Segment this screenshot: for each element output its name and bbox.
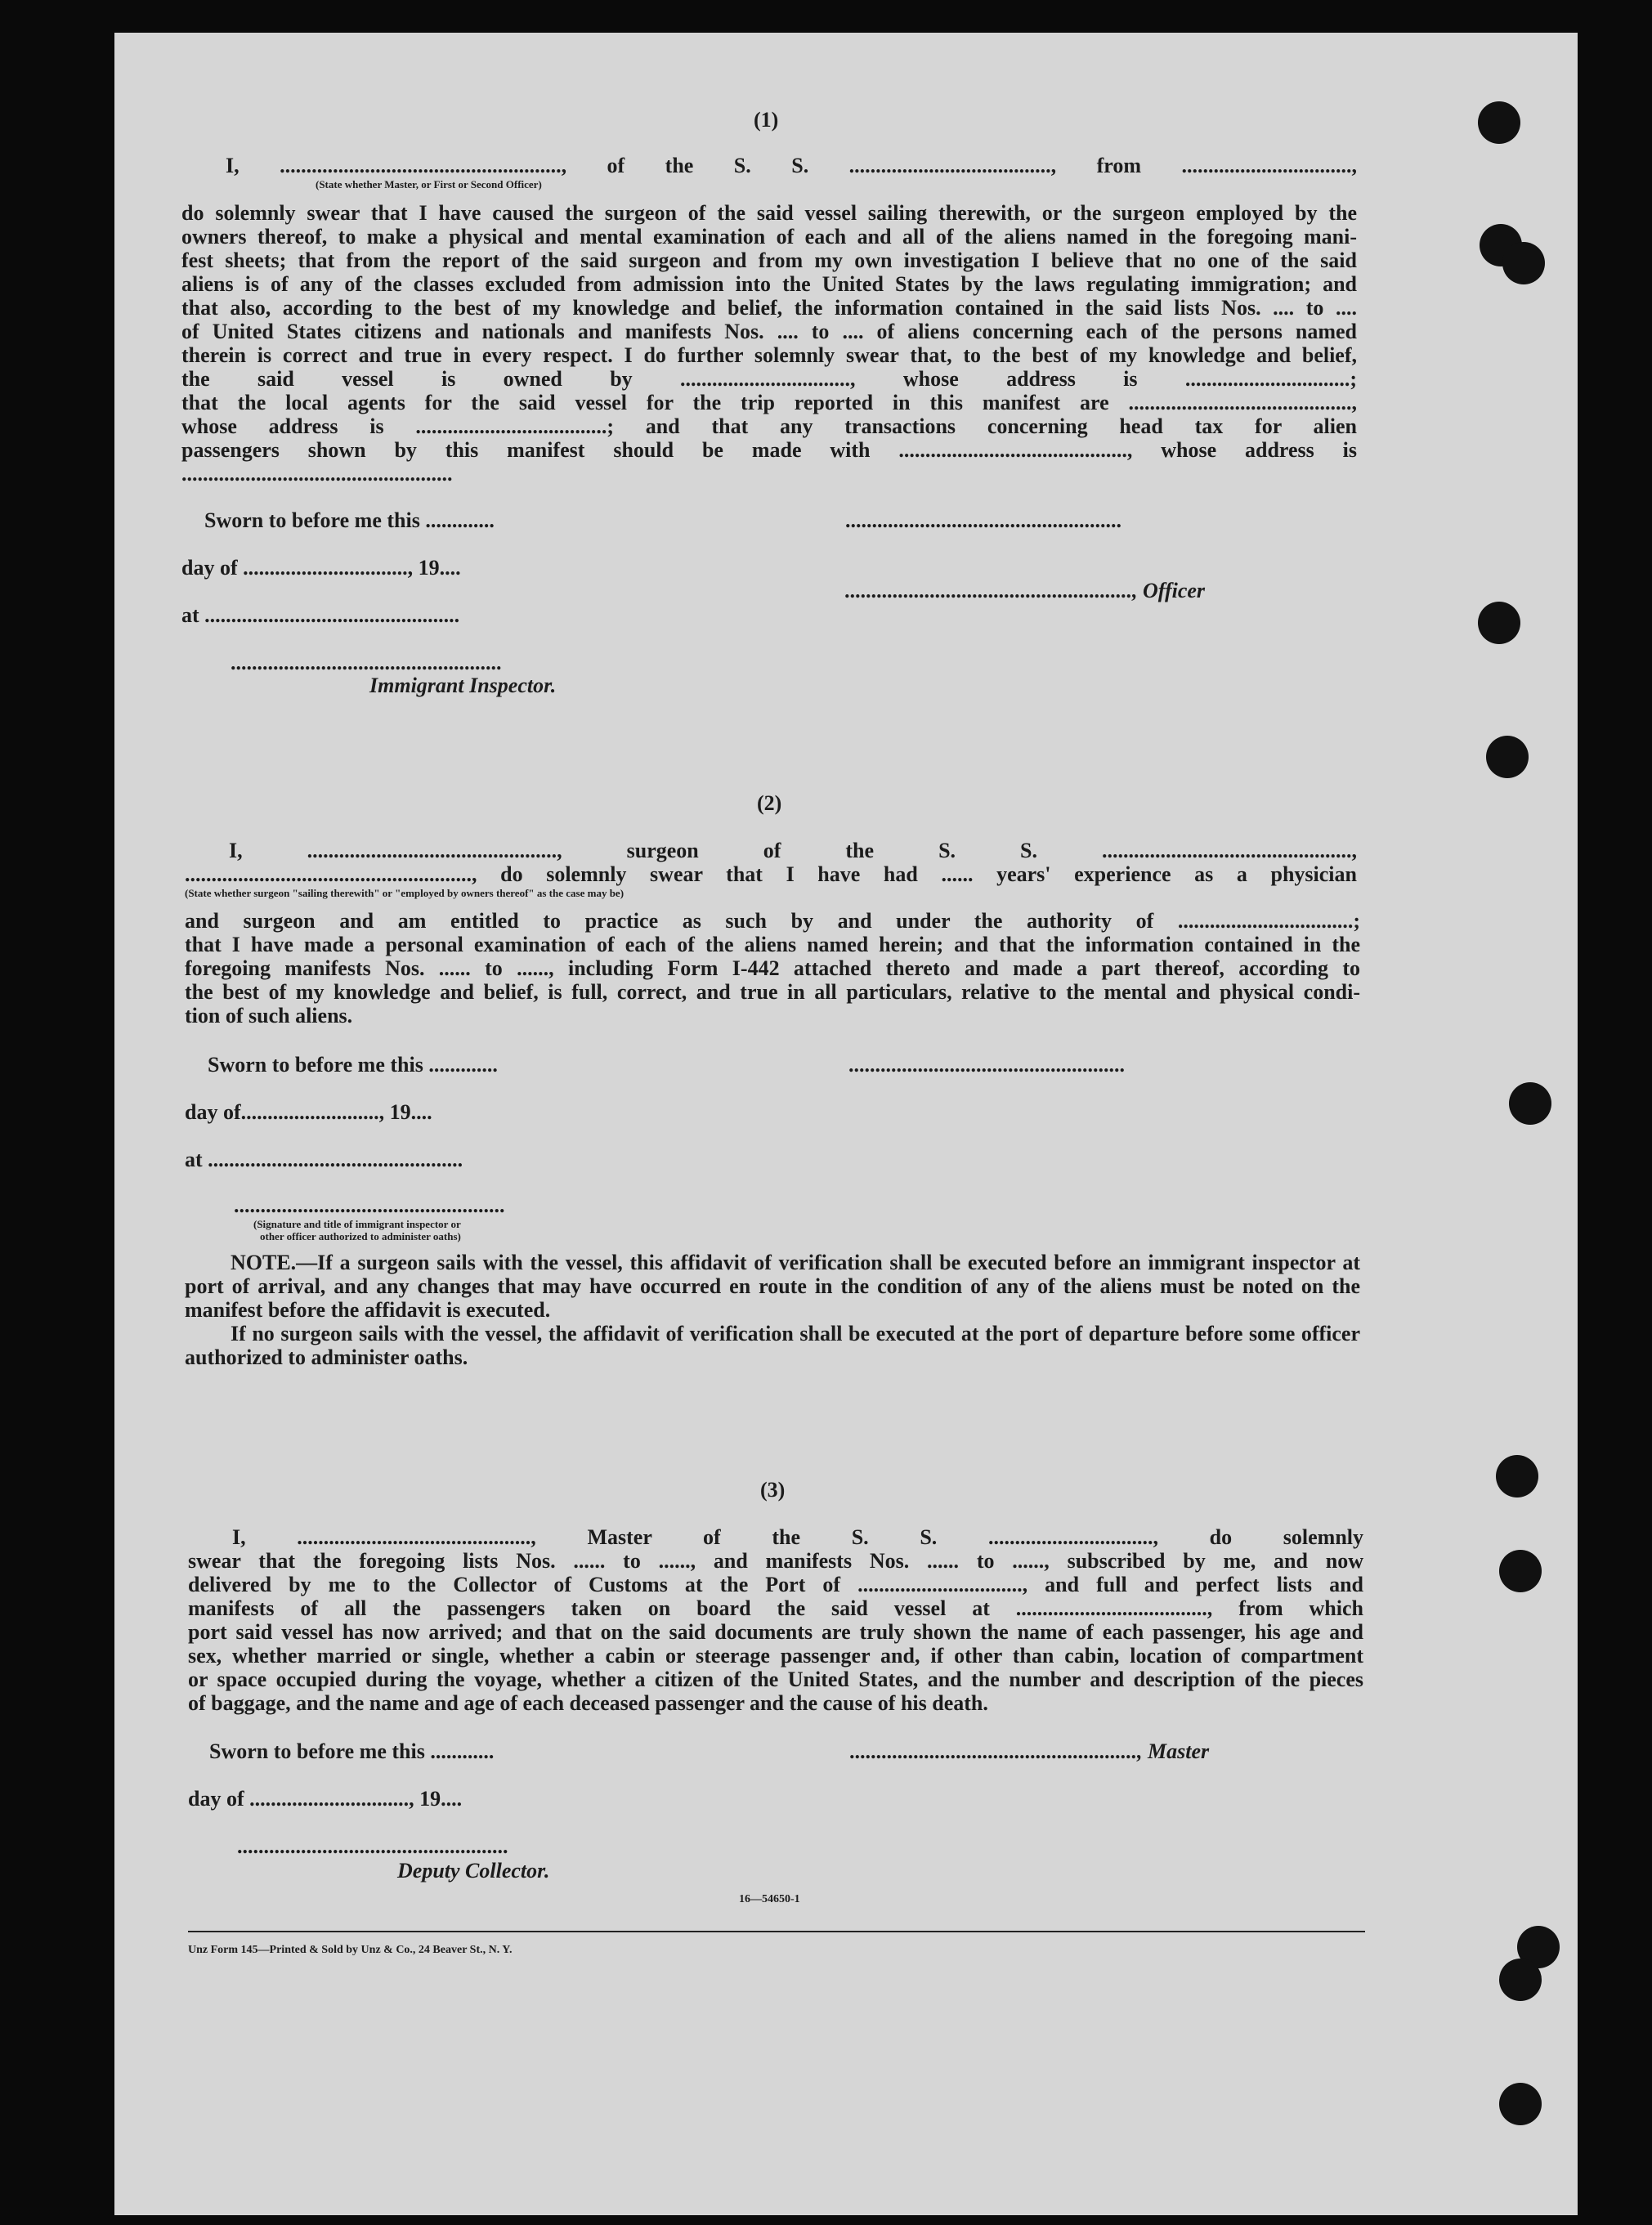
s3-day: day of .............................., 19.... (188, 1787, 463, 1811)
s1-line-6: that also, according to the best of my knowledge and belief, the information contained in the said lists Nos. .... to .... (181, 296, 1357, 320)
s1-line-12: passengers shown by this manifest should be made with ..........................................., whose address is (181, 438, 1357, 462)
punch-hole (1502, 242, 1545, 284)
s3-line-7: or space occupied during the voyage, whether a citizen of the United States, and the number and description of the pieces (188, 1668, 1363, 1691)
s3-line-3: delivered by me to the Collector of Customs at the Port of ..............................., and full and perfect lists and (188, 1573, 1363, 1596)
s2-sworn: Sworn to before me this ............. (208, 1053, 498, 1077)
section-1-number: (1) (754, 108, 779, 132)
footer-rule (188, 1931, 1365, 1932)
s1-line-11: whose address is ....................................; and that any transactions concerning head tax for alien (181, 414, 1357, 438)
s1-signature-line: .................................................... (845, 508, 1121, 532)
s3-collector-title: Deputy Collector. (397, 1859, 550, 1883)
s1-caption-1: (State whether Master, or First or Second Officer) (316, 178, 542, 190)
s2-line-1: I, ..............................................., surgeon of the S. S. ..............................................., (229, 839, 1357, 862)
punch-hole (1509, 1082, 1551, 1125)
s2-line-4: that I have made a personal examination of each of the aliens named herein; and that the information contained in the (185, 933, 1360, 956)
s2-inspector-line: ................................................... (234, 1193, 505, 1217)
s1-line-8: therein is correct and true in every respect. I do further solemnly swear that, to the best of my knowledge and belief, (181, 343, 1357, 367)
s1-line-5: aliens is of any of the classes excluded from admission into the United States by the laws regulating immigration; and (181, 272, 1357, 296)
s2-at: at ................................................ (185, 1148, 463, 1171)
s1-line-13: ................................................... (181, 462, 453, 486)
s1-day: day of ..............................., 19.... (181, 556, 461, 580)
s1-inspector-title: Immigrant Inspector. (369, 674, 557, 697)
s2-signature-line: .................................................... (848, 1053, 1125, 1077)
s3-line-4: manifests of all the passengers taken on board the said vessel at ...................................., from which (188, 1596, 1363, 1620)
punch-hole (1499, 1959, 1542, 2001)
s2-line-5: foregoing manifests Nos. ...... to ......, including Form I-442 attached thereto and made a part thereof, according to (185, 956, 1360, 980)
s3-line-1: I, ............................................, Master of the S. S. ..............................., do solemnly (232, 1525, 1363, 1549)
s2-line-2: ......................................................, do solemnly swear that I have had ...... years' experience as a physician (185, 862, 1357, 886)
s3-collector-line: ................................................... (237, 1834, 508, 1858)
s2-line-3: and surgeon and am entitled to practice as such by and under the authority of .................................; (185, 909, 1360, 933)
s1-officer-line: ......................................................, Officer (845, 579, 1206, 602)
section-3-number: (3) (760, 1478, 786, 1502)
section-2-number: (2) (757, 791, 782, 815)
punch-hole (1486, 736, 1529, 778)
footer-imprint: Unz Form 145—Printed & Sold by Unz & Co., 24 Beaver St., N. Y. (188, 1944, 513, 1956)
s1-at: at ................................................ (181, 603, 460, 627)
form-code: 16—54650-1 (739, 1893, 800, 1905)
s1-line-2: do solemnly swear that I have caused the surgeon of the said vessel sailing therewith, or the surgeon employed by the (181, 201, 1357, 225)
s2-line-7: tion of such aliens. (185, 1004, 353, 1027)
s2-day: day of.........................., 19.... (185, 1100, 432, 1124)
s1-line-10: that the local agents for the said vessel for the trip reported in this manifest are .........................................., (181, 391, 1357, 414)
s2-line-6: the best of my knowledge and belief, is full, correct, and true in all particulars, relative to the mental and physical condi- (185, 980, 1360, 1004)
punch-hole (1496, 1455, 1538, 1498)
s1-sworn: Sworn to before me this ............. (204, 508, 495, 532)
s2-caption-3: other officer authorized to administer oaths) (260, 1230, 461, 1242)
punch-hole (1499, 2083, 1542, 2125)
s2-note-2: If no surgeon sails with the vessel, the affidavit of verification shall be executed at the port of departure before some officer authorized to administer oaths. (185, 1322, 1360, 1369)
s3-master-line: ......................................................, Master (850, 1739, 1210, 1763)
punch-hole (1478, 101, 1520, 144)
s3-line-2: swear that the foregoing lists Nos. ...... to ......, and manifests Nos. ...... to ......, subscribed by me, and now (188, 1549, 1363, 1573)
s2-caption-2: (Signature and title of immigrant inspector or (253, 1218, 461, 1230)
s1-inspector-line: ................................................... (231, 651, 502, 674)
s2-note-1: NOTE.—If a surgeon sails with the vessel, this affidavit of verification shall be executed before an immigrant inspector at port of arrival, and any changes that may have occurred en route in the condition of any of the aliens must be noted on the manifest before the affidavit is executed. (185, 1251, 1360, 1322)
s1-line-1: I, ....................................................., of the S. S. ......................................, from ................................, (226, 154, 1357, 177)
punch-hole (1499, 1550, 1542, 1592)
s3-line-8: of baggage, and the name and age of each deceased passenger and the cause of his death. (188, 1691, 988, 1715)
s1-line-4: fest sheets; that from the report of the said surgeon and from my own investigation I believe that no one of the said (181, 248, 1357, 272)
s3-sworn: Sworn to before me this ............ (209, 1739, 495, 1763)
s1-line-3: owners thereof, to make a physical and mental examination of each and all of the aliens named in the foregoing mani- (181, 225, 1357, 248)
s1-line-9: the said vessel is owned by ................................, whose address is ...............................; (181, 367, 1357, 391)
s2-caption-1: (State whether surgeon "sailing therewith" or "employed by owners thereof" as the case may be) (185, 887, 625, 899)
s3-line-5: port said vessel has now arrived; and that on the said documents are truly shown the name of each passenger, his age and (188, 1620, 1363, 1644)
punch-hole (1478, 602, 1520, 644)
s3-line-6: sex, whether married or single, whether a cabin or steerage passenger and, if other than cabin, location of compartment (188, 1644, 1363, 1668)
s1-line-7: of United States citizens and nationals and manifests Nos. .... to .... of aliens concerning each of the persons named (181, 320, 1357, 343)
